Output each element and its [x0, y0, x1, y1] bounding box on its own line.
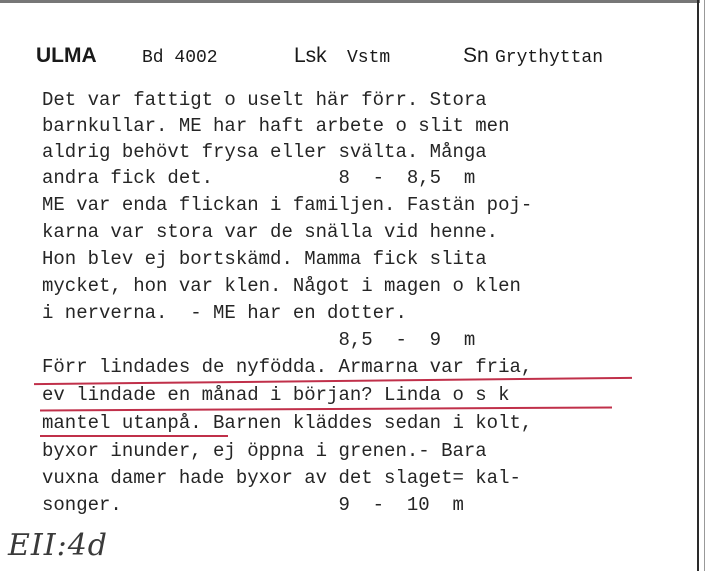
text-line-6: karna var stora var de snälla vid henne. [42, 221, 499, 243]
volume-number: Bd 4002 [142, 48, 218, 68]
text-line-9: i nerverna. - ME har en dotter. [42, 302, 407, 324]
text-line-2: barnkullar. ME har haft arbete o slit men [42, 115, 510, 137]
card-right-edge [697, 0, 699, 571]
text-line-4: andra fick det. 8 - 8,5 m [42, 167, 476, 189]
text-line-5: ME var enda flickan i familjen. Fastän poj- [42, 194, 533, 216]
text-line-13: mantel utanpå. Barnen kläddes sedan i kolt, [42, 412, 533, 434]
card-right-edge-shadow [704, 0, 705, 571]
text-line-12: ev lindade en månad i början? Linda o s k [42, 384, 510, 406]
province-value: Vstm [347, 48, 391, 68]
red-underline-3 [40, 435, 228, 437]
text-line-7: Hon blev ej bortskämd. Mamma fick slita [42, 248, 487, 270]
red-underline-2 [40, 407, 612, 412]
card-top-edge [0, 0, 700, 3]
text-line-8: mycket, hon var klen. Något i magen o klen [42, 275, 521, 297]
text-line-1: Det var fattigt o uselt här förr. Stora [42, 89, 487, 111]
text-line-3: aldrig behövt frysa eller svälta. Många [42, 141, 487, 163]
text-line-11: Förr lindades de nyfödda. Armarna var fria, [42, 356, 533, 378]
province-label: Lsk [294, 44, 327, 67]
parish-label: Sn [463, 44, 489, 67]
text-line-10: 8,5 - 9 m [42, 329, 476, 351]
text-line-15: vuxna damer hade byxor av det slaget= kal- [42, 467, 521, 489]
text-line-14: byxor inunder, ej öppna i grenen.- Bara [42, 440, 487, 462]
archive-label: ULMA [36, 44, 97, 67]
handwritten-classification-mark: EII:4d [8, 528, 108, 563]
text-line-16: songer. 9 - 10 m [42, 494, 464, 516]
parish-value: Grythyttan [495, 48, 604, 68]
